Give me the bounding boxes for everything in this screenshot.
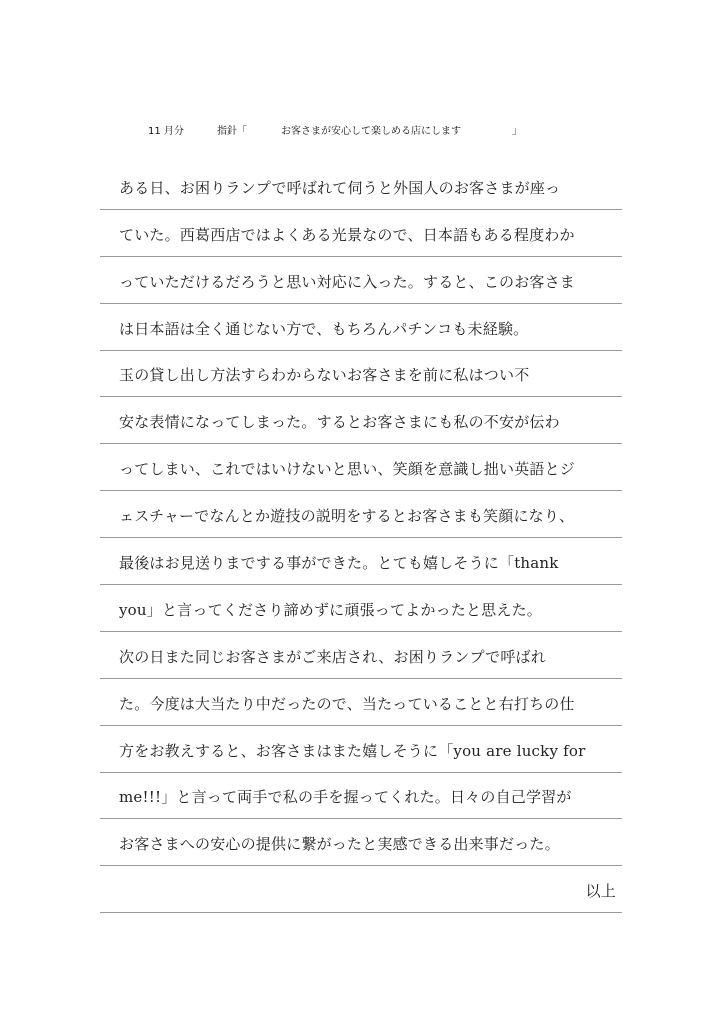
body-line [100, 632, 622, 679]
report-header [0, 124, 724, 140]
body-line-text: 最後はお見送りまでする事ができた。とても嬉しそうに「thank [119, 554, 559, 573]
body-line-text: は日本語は全く通じない方で、もちろんパチンコも未経験。 [119, 319, 529, 338]
body-line-text: っていただけるだろうと思い対応に入った。すると、このお客さま [119, 272, 576, 291]
body-line [100, 304, 622, 351]
body-line [100, 257, 622, 304]
body-line [100, 444, 622, 491]
body-line [100, 491, 622, 538]
body-line-text: た。今度は大当たり中だったので、当たっていることと右打ちの仕 [119, 694, 575, 713]
body-line-text: 玉の貸し出し方法すらわからないお客さまを前に私はつい不 [119, 366, 530, 385]
body-line-text: お客さまへの安心の提供に繋がったと実感できる出来事だった。 [119, 835, 560, 854]
body-line [100, 585, 622, 632]
policy-label: 指針「 [217, 126, 247, 137]
body-line [100, 351, 622, 398]
body-line-text: 安な表情になってしまった。するとお客さまにも私の不安が伝わ [119, 413, 560, 432]
body-line-text: 次の日また同じお客さまがご来店され、お困りランプで呼ばれ [119, 647, 546, 666]
body-line-text: ていた。西葛西店ではよくある光景なので、日本語もある程度わか [119, 225, 575, 244]
body-line [100, 210, 622, 257]
body-line-text: ってしまい、これではいけないと思い、笑顔を意識し拙い英語とジ [119, 460, 576, 479]
body-line-text: ェスチャーでなんとか遊技の説明をするとお客さまも笑顔になり、 [119, 507, 575, 526]
policy-text: お客さまが安心して楽しめる店にします [281, 126, 461, 137]
body-line [100, 773, 622, 820]
body-line-text: 方をお教えすると、お客さまはまた嬉しそうに「you are lucky for [119, 741, 586, 760]
closing-line [100, 866, 622, 913]
body-line-text: you」と言ってくださり諦めずに頑張ってよかったと思えた。 [119, 600, 542, 619]
body-line [100, 397, 622, 444]
body-line [100, 538, 622, 585]
body-line [100, 726, 622, 773]
closing-text: 以上 [585, 882, 616, 901]
report-month: 11 月分 [148, 126, 184, 137]
body-line [100, 679, 622, 726]
body-line [100, 819, 622, 866]
body-line [100, 163, 622, 210]
body-line-text: ある日、お困りランプで呼ばれて伺うと外国人のお客さまが座っ [119, 178, 561, 197]
report-body [100, 163, 622, 913]
policy-close-bracket: 」 [512, 126, 522, 137]
body-line-text: me!!!」と言って両手で私の手を握ってくれた。日々の自己学習が [119, 788, 572, 807]
